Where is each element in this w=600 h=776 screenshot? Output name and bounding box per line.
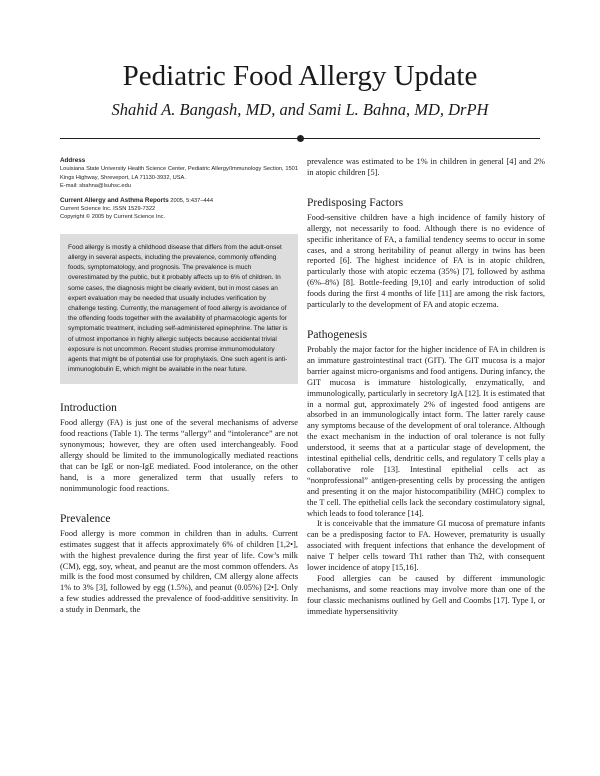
prevalence-continued: prevalence was estimated to be 1% in children in general [4] and 2% in atopic children [5].	[307, 157, 545, 177]
address-email: E-mail: sbahna@lsuhsc.edu	[60, 183, 131, 190]
article-authors: Shahid A. Bangash, MD, and Sami L. Bahna, MD, DrPH	[111, 100, 489, 119]
right-column	[307, 157, 545, 618]
pathogenesis-heading: Pathogenesis	[307, 328, 368, 341]
address-block	[60, 157, 298, 222]
address-heading: Address	[60, 157, 86, 164]
left-column	[60, 157, 298, 616]
copyright-notice: Copyright © 2005 by Current Science Inc.	[60, 214, 166, 221]
pathogenesis-paragraph-3: Food allergies can be caused by different immunologic mechanisms, and some reactions may involve more than one of the four classic mechanisms outlined by Gell and Coombs [17]. Type I, or immediate hypersensitivity	[307, 574, 545, 616]
prevalence-text: Food allergy is more common in children than in adults. Current estimates suggest that it affects approximately 6% of children [1,2•], with the highest prevalence during the first year of life. Cow’s milk (CM), egg, soy, wheat, and peanut are the most common offenders. As milk is the food most consumed by children, CM allergy alone affects 1% to 3% [3], followed by egg (1.5%), and peanut (0.05%) [2•]. Only a few studies addressed the prevalence of food-additive sensitivity. In a study in Denmark, the	[60, 528, 298, 615]
predisposing-text: Food-sensitive children have a high incidence of family history of allergy, not necessarily to food. Although there is no evidence of specific inheritance of FA, a familial tendency seems to occur in some cases, and a strong heritability of peanut allergy in twins has been reported [6]. The highest incidence of FA is in atopic children, particularly those with atopic eczema (35%) [7], followed by asthma (6%–8%) [8]. Bottle-feeding [9,10] and early introduction of solid foods during the first 4 months of life [11] are among the risk factors, particularly to the development of FA and atopic eczema.	[307, 212, 545, 310]
introduction-heading: Introduction	[60, 402, 117, 415]
prevalence-heading: Prevalence	[60, 512, 111, 525]
journal-name: Current Allergy and Asthma Reports	[60, 196, 169, 204]
introduction-text: Food allergy (FA) is just one of the several mechanisms of adverse food reactions (Table 1). The terms “allergy” and “intolerance” are not synonymous; however, they are often used interchangeably. Food allergy should be limited to the immunologically mediated reactions that can be IgE or non-IgE mediated. Food intolerance, on the other hand, is a more generalized term that usually refers to nonimmunologic food reactions.	[60, 418, 298, 493]
address-text: Louisiana State University Health Science Center, Pediatric Allergy/Immunology Section, 1501 Kings Highway, Shreveport, LA 71130-3932, USA.	[60, 166, 298, 181]
journal-issn: Current Science Inc. ISSN 1529-7322	[60, 206, 156, 213]
journal-citation: 2005, 5:437–444	[168, 197, 213, 204]
abstract-box: Food allergy is mostly a childhood disease that differs from the adult-onset allergy in several aspects, including the prevalence, commonly offending foods, symptomatology, and prognosis. The prevalence is much overestimated by the public, but it probably affects up to 6% of children. In some cases, the diagnosis might be clearly evident, but in most cases an expert evaluation may be needed that usually includes verification by challenge testing. Currently, the management of food allergy is avoidance of the offending foods together with the availability of pharmacologic agents for symptomatic treatment, including self-administered epinephrine. The latter is of utmost importance in highly allergic subjects because accidental trivial exposure is not uncommon. Recent studies promise immunomodulatory agents that might be of potential use for prophylaxis. One such agent is anti-immunoglobulin E, which might be available in the near future.	[60, 234, 298, 385]
pathogenesis-paragraph-2: It is conceivable that the immature GI mucosa of premature infants can be a predisposing factor to FA. However, prematurity is usually associated with frequent infections that enhance the development of naive T helper cells toward Th1 rather than Th2, with consequent lower incidence of atopy [15,16].	[307, 519, 545, 573]
pathogenesis-paragraph-1: Probably the major factor for the higher incidence of FA in children is an immature gastrointestinal tract (GIT). The GIT mucosa is a major barrier against micro-organisms and food antigens. During infancy, the GIT mucosa is immature histologically, enzymatically, and immunologically, particularly in secretory IgA [12]. It is estimated that in a normal gut, approximately 2% of ingested food antigens are absorbed in an immunologically intact form. The latter rarely cause any symptoms because of the development of oral tolerance. Although the exact mechanism in the induction of oral tolerance is not fully understood, it seems that at a particular stage of development, the intestinal epithelial cells, dendritic cells, and regulatory T cells play a collaborative role [13]. Intestinal epithelial cells act as “nonprofessional” antigen-presenting cells by processing the antigen and presenting it on the major histocompatibility (MHC) complex to the T cell. The epithelial cells lack the secondary costimulatory signal, which leads to food tolerance [14].	[307, 344, 545, 518]
divider-dot	[297, 135, 304, 142]
article-title: Pediatric Food Allergy Update	[122, 60, 478, 92]
predisposing-heading: Predisposing Factors	[307, 196, 404, 209]
